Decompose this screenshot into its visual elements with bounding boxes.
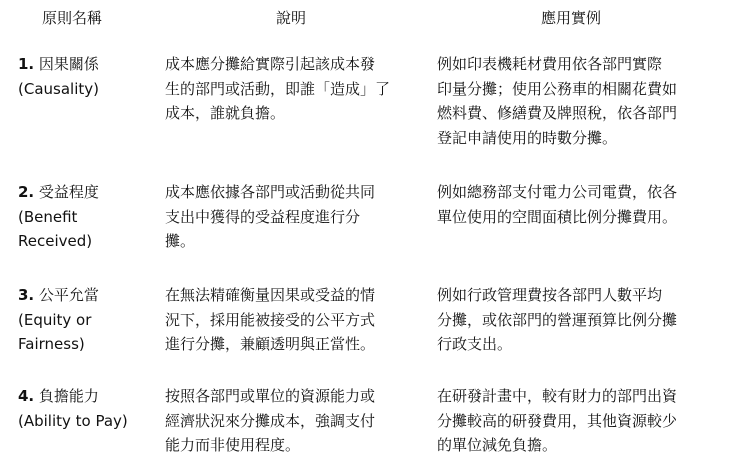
example-cell: 例如行政管理費按各部門人數平均 分攤，或依部門的營運預算比例分攤 行政支出。 [437, 286, 678, 353]
header-description: 說明 [276, 9, 307, 27]
description-cell: 成本應依據各部門或活動從共同 支出中獲得的受益程度進行分 攤。 [165, 183, 376, 250]
principle-number: 2. [18, 183, 35, 201]
principle-number: 1. [18, 55, 35, 73]
example-cell: 例如印表機耗材費用依各部門實際 印量分攤；使用公務車的相關花費如 燃料費、修繕費及牌照稅，依各部門 登記申請使用的時數分攤。 [437, 55, 678, 147]
example-cell: 例如總務部支付電力公司電費，依各 單位使用的空間面積比例分攤費用。 [437, 183, 678, 226]
principle-name: 公平允當 (Equity or Fairness) [18, 286, 99, 353]
principle-name: 因果關係 (Causality) [18, 55, 99, 98]
principle-name: 受益程度 (Benefit Received) [18, 183, 99, 250]
principle-cell [18, 180, 158, 254]
header-principle: 原則名稱 [42, 9, 103, 27]
principle-name: 負擔能力 (Ability to Pay) [18, 387, 128, 430]
principle-cell [18, 52, 158, 101]
principle-cell [18, 384, 158, 433]
description-cell: 按照各部門或單位的資源能力或 經濟狀況來分攤成本，強調支付 能力而非使用程度。 [165, 387, 376, 454]
principle-cell [18, 283, 158, 357]
principle-number: 3. [18, 286, 35, 304]
principle-number: 4. [18, 387, 35, 405]
header-example: 應用實例 [541, 9, 602, 27]
example-cell: 在研發計畫中，較有財力的部門出資 分攤較高的研發費用，其他資源較少 的單位減免負擔。 [437, 387, 678, 454]
description-cell: 成本應分攤給實際引起該成本發 生的部門或活動，即誰「造成」了 成本，誰就負擔。 [165, 55, 391, 122]
description-cell: 在無法精確衡量因果或受益的情 況下，採用能被接受的公平方式 進行分攤，兼顧透明與正當性。 [165, 286, 376, 353]
